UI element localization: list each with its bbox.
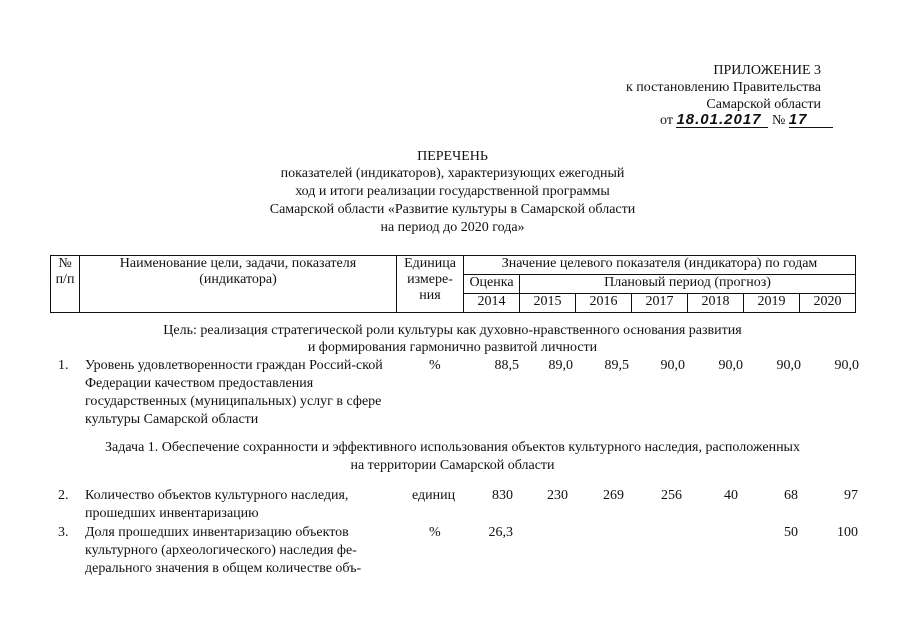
document-subtitle-line-3: Самарской области «Развитие культуры в Самарской области (269, 202, 636, 217)
goal-line-2: и формирования гармонично развитой личности (307, 340, 598, 355)
appendix-line-1: к постановлению Правительства (625, 80, 821, 95)
task-1-line-2: на территории Самарской области (350, 458, 555, 473)
col-header-year: 2019 (744, 294, 800, 313)
col-header-values: Значение целевого показателя (индикатора) по годам (464, 256, 856, 275)
appendix-title: ПРИЛОЖЕНИЕ 3 (713, 63, 821, 78)
row-value: 26,3 (488, 525, 513, 540)
appendix-date-line (660, 112, 833, 129)
date-prefix: от (660, 113, 673, 128)
document-subtitle-line-1: показателей (индикаторов), характеризующих ежегодный (280, 166, 625, 181)
row-value: 97 (844, 488, 858, 503)
col-header-year: 2018 (688, 294, 744, 313)
col-header-year: 2017 (632, 294, 688, 313)
row-value: 90,0 (660, 358, 685, 373)
row-number: 2. (58, 488, 69, 503)
signature-number: 17 (789, 113, 833, 128)
col-header-unit: Единица измере-ния (397, 256, 464, 313)
document-subtitle-line-4: на период до 2020 года» (380, 220, 525, 235)
indicator-table-header (50, 255, 856, 313)
col-header-year: 2015 (520, 294, 576, 313)
col-header-planned: Плановый период (прогноз) (520, 275, 856, 294)
row-unit: единиц (412, 488, 456, 503)
col-header-estimate: Оценка (464, 275, 520, 294)
row-unit: % (429, 525, 441, 540)
row-value: 830 (492, 488, 513, 503)
document-subtitle-line-2: ход и итоги реализации государственной программы (295, 184, 610, 199)
row-unit: % (429, 358, 441, 373)
row-value: 88,5 (494, 358, 519, 373)
row-value: 269 (603, 488, 624, 503)
row-value: 100 (837, 525, 858, 540)
row-name: Количество объектов культурного наследия, прошедших инвентаризацию (85, 488, 349, 521)
row-value: 40 (724, 488, 738, 503)
task-1-line-1: Задача 1. Обеспечение сохранности и эффективного использования объектов культурного наследия, расположенных (105, 440, 800, 455)
col-header-name: Наименование цели, задачи, показателя (индикатора) (80, 256, 397, 313)
row-name: Доля прошедших инвентаризацию объектов культурного (археологического) наследия фе-дерального значения в общем количестве объ- (85, 525, 362, 576)
document-title: ПЕРЕЧЕНЬ (417, 149, 488, 164)
col-header-year: 2016 (576, 294, 632, 313)
row-number: 3. (58, 525, 69, 540)
row-value: 230 (547, 488, 568, 503)
row-value: 50 (784, 525, 798, 540)
number-prefix: № (771, 113, 786, 128)
col-header-year: 2014 (464, 294, 520, 313)
col-header-no: № п/п (51, 256, 80, 313)
row-number: 1. (58, 358, 69, 373)
row-name: Уровень удовлетворенности граждан Россий-ской Федерации качеством предоставления государственных (муниципальных) услуг в сфере культуры Самарской области (85, 358, 383, 427)
row-value: 89,0 (548, 358, 573, 373)
col-header-year: 2020 (800, 294, 856, 313)
row-value: 89,5 (604, 358, 629, 373)
row-value: 256 (661, 488, 682, 503)
row-value: 90,0 (718, 358, 743, 373)
goal-line-1: Цель: реализация стратегической роли культуры как духовно-нравственного основания развития (163, 323, 742, 338)
row-value: 90,0 (834, 358, 859, 373)
row-value: 90,0 (776, 358, 801, 373)
signature-date: 18.01.2017 (676, 113, 768, 128)
row-value: 68 (784, 488, 798, 503)
appendix-line-2: Самарской области (706, 97, 821, 112)
